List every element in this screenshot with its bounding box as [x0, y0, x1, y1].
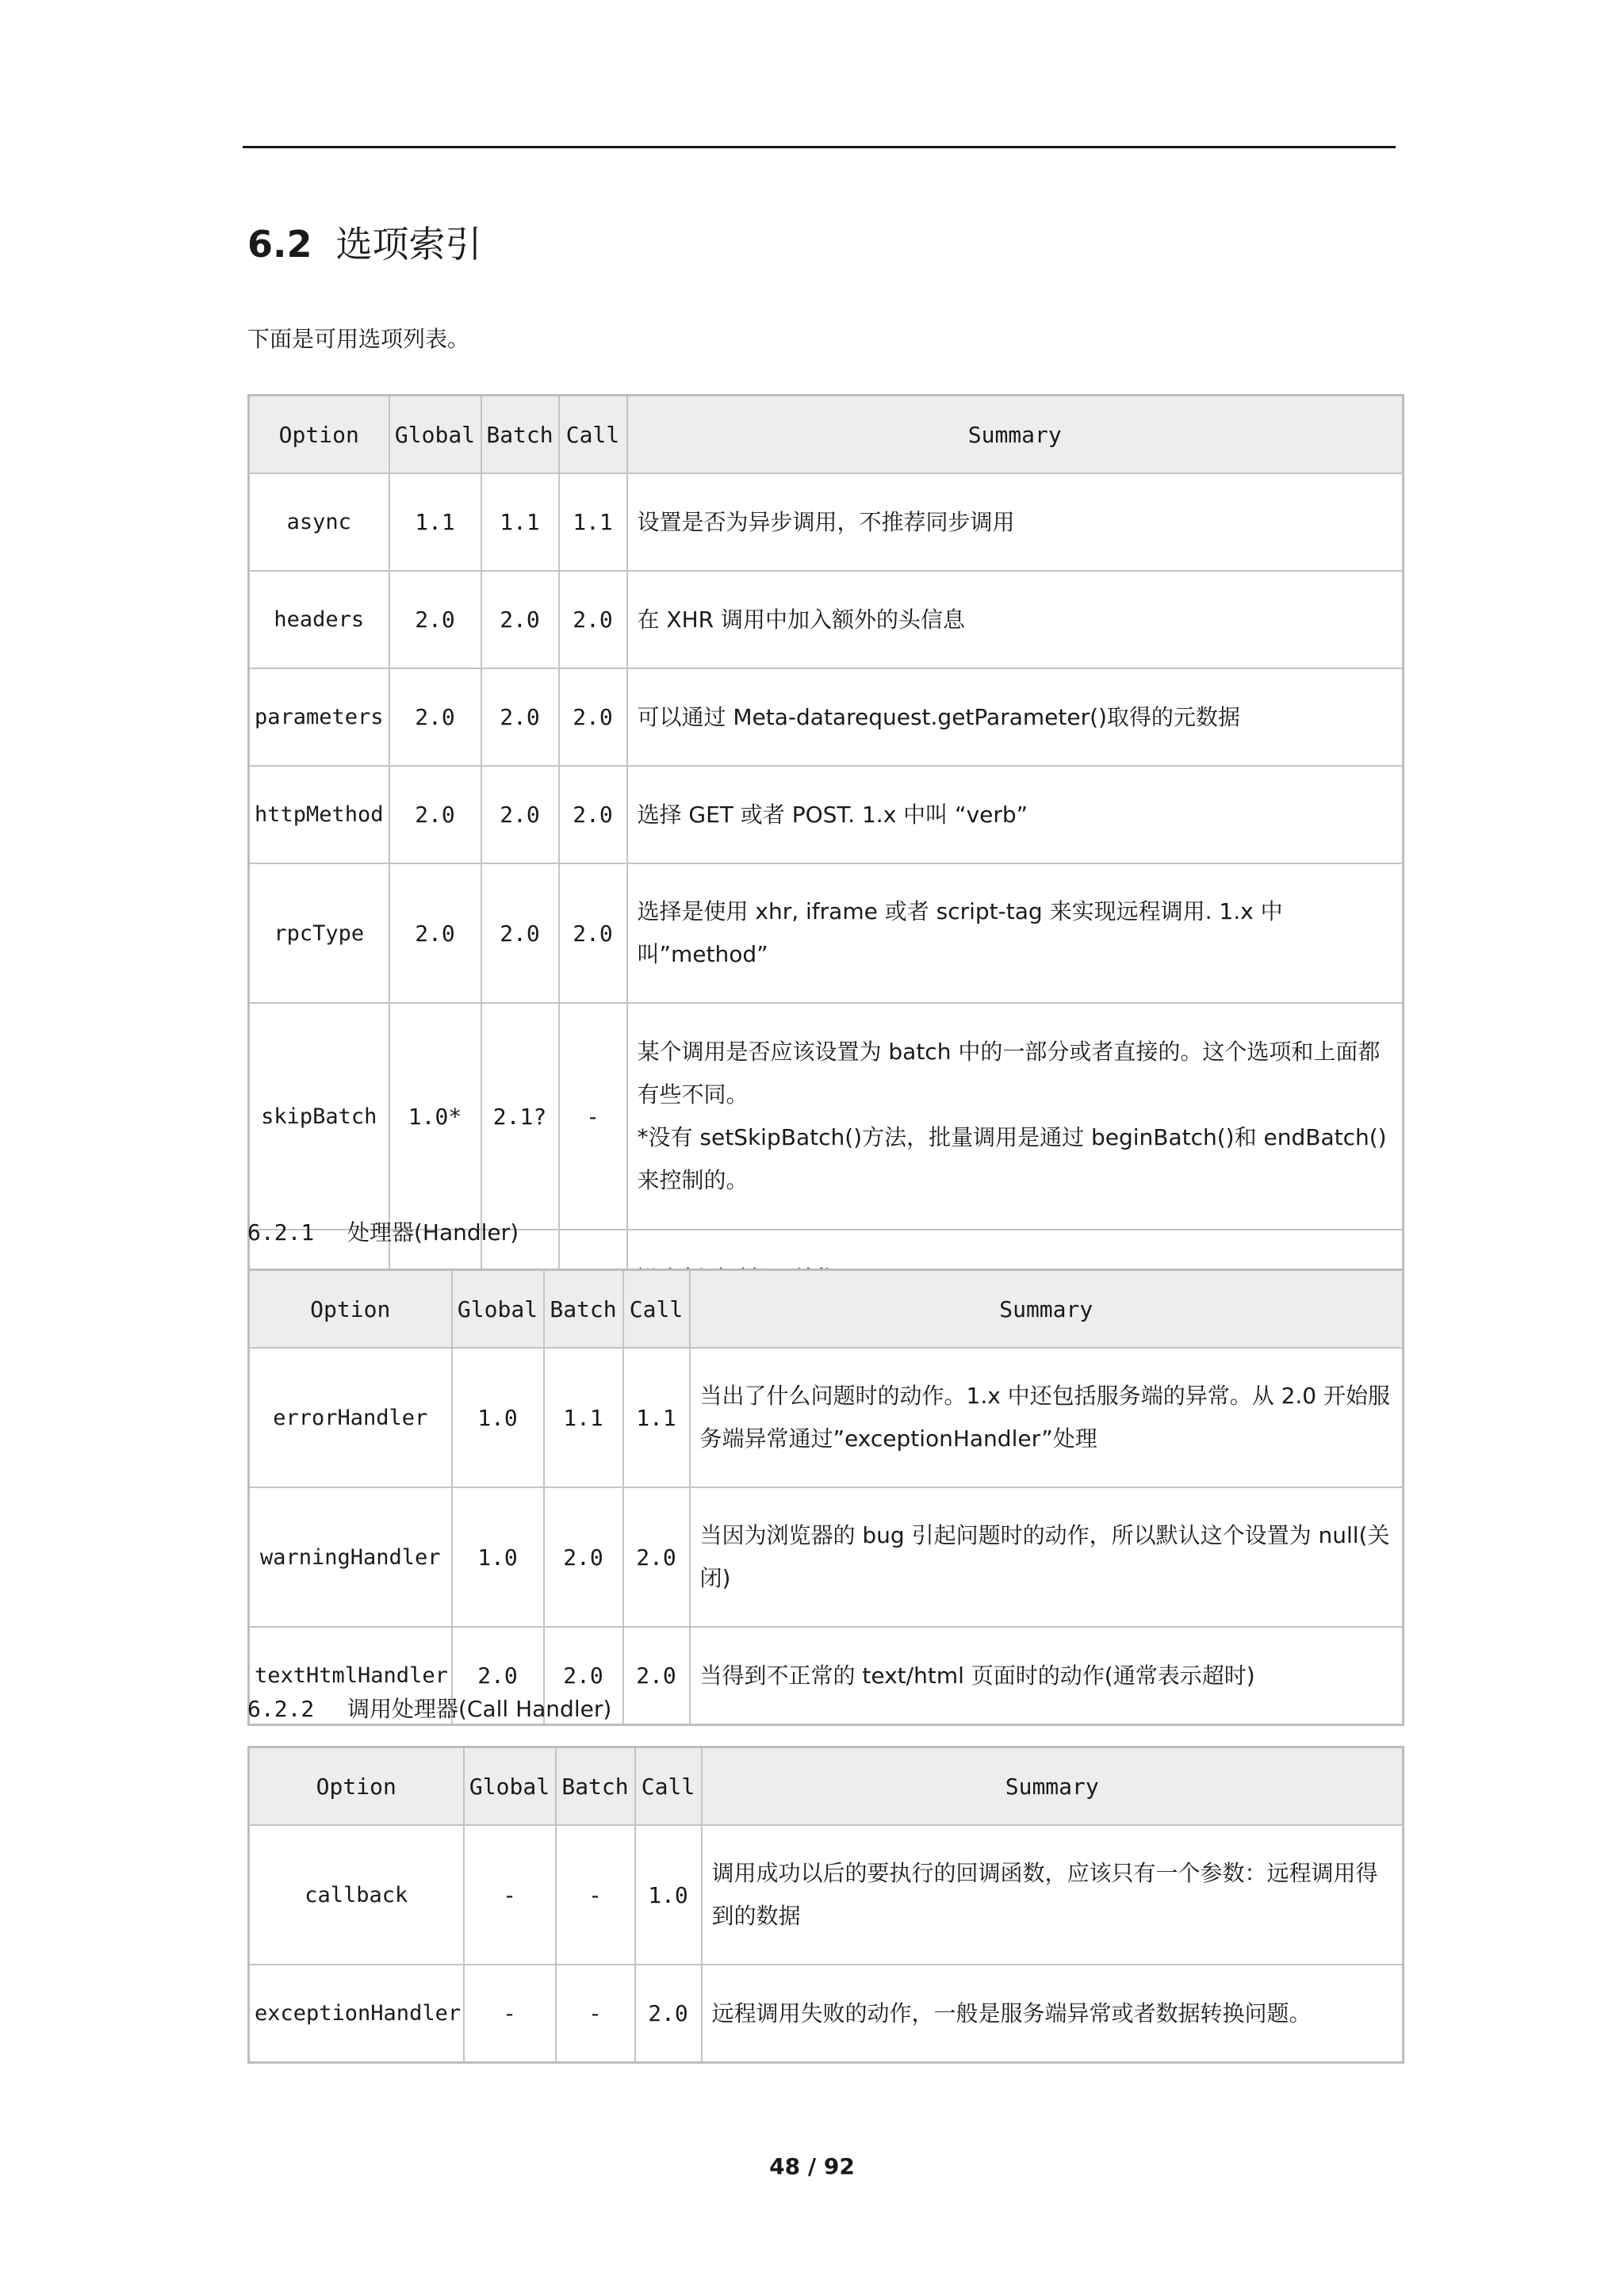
- global-version: 1.0: [452, 1348, 544, 1487]
- global-version: 2.0: [389, 766, 481, 863]
- call-version: 1.1: [559, 473, 627, 571]
- table-row: [249, 1965, 1404, 2063]
- option-summary: 当因为浏览器的 bug 引起问题时的动作，所以默认这个设置为 null(关闭): [690, 1487, 1404, 1627]
- intro-paragraph: 下面是可用选项列表。: [247, 326, 470, 352]
- options-table: [247, 394, 1404, 1329]
- option-name: warningHandler: [249, 1487, 452, 1627]
- header-call: Call: [559, 396, 627, 474]
- header-batch: Batch: [481, 396, 559, 474]
- header-rule: [243, 146, 1396, 148]
- call-version: 2.0: [559, 668, 627, 766]
- call-version: 2.0: [635, 1965, 702, 2063]
- header-global: Global: [464, 1747, 556, 1826]
- call-version: 1.0: [635, 1825, 702, 1965]
- option-summary: 调用成功以后的要执行的回调函数，应该只有一个参数：远程调用得到的数据: [702, 1825, 1404, 1965]
- global-version: 1.0: [452, 1487, 544, 1627]
- option-summary: 可以通过 Meta-datarequest.getParameter()取得的元数据: [627, 668, 1404, 766]
- header-summary: Summary: [627, 396, 1404, 474]
- option-name: exceptionHandler: [249, 1965, 464, 2063]
- call-version: 2.0: [559, 571, 627, 668]
- option-name: textHtmlHandler: [249, 1627, 452, 1725]
- option-name: async: [249, 473, 389, 571]
- header-call: Call: [623, 1270, 690, 1349]
- option-summary: 当得到不正常的 text/html 页面时的动作(通常表示超时): [690, 1627, 1404, 1725]
- option-name: callback: [249, 1825, 464, 1965]
- global-version: -: [464, 1825, 556, 1965]
- option-name: skipBatch: [249, 1003, 389, 1230]
- global-version: 2.0: [452, 1627, 544, 1725]
- batch-version: 1.1: [544, 1348, 623, 1487]
- global-version: 2.0: [389, 571, 481, 668]
- batch-version: -: [556, 1965, 635, 2063]
- table-header-row: [249, 1747, 1404, 1826]
- handler-table: [247, 1269, 1404, 1726]
- header-option: Option: [249, 1270, 452, 1349]
- section-number: 6.2: [247, 223, 312, 266]
- batch-version: 2.0: [481, 571, 559, 668]
- batch-version: 1.1: [481, 473, 559, 571]
- batch-version: 2.0: [481, 668, 559, 766]
- call-handler-table: [247, 1746, 1404, 2064]
- table-row: [249, 766, 1404, 863]
- option-summary: 当出了什么问题时的动作。1.x 中还包括服务端的异常。从 2.0 开始服务端异常通过”exceptionHandler”处理: [690, 1348, 1404, 1487]
- subsection-number: 6.2.1: [247, 1219, 315, 1246]
- option-summary: 某个调用是否应该设置为 batch 中的一部分或者直接的。这个选项和上面都有些不同。: [637, 1039, 1381, 1108]
- table-row: [249, 1348, 1404, 1487]
- batch-version: 2.1?: [481, 1003, 559, 1230]
- call-version: 2.0: [623, 1487, 690, 1627]
- option-name: headers: [249, 571, 389, 668]
- table-row: [249, 863, 1404, 1003]
- table-row: [249, 473, 1404, 571]
- batch-version: 2.0: [481, 863, 559, 1003]
- header-batch: Batch: [544, 1270, 623, 1349]
- call-version: -: [559, 1003, 627, 1230]
- table-header-row: [249, 396, 1404, 474]
- subsection-number: 6.2.2: [247, 1696, 315, 1722]
- global-version: 2.0: [389, 668, 481, 766]
- option-summary: 远程调用失败的动作，一般是服务端异常或者数据转换问题。: [702, 1965, 1404, 2063]
- option-name: httpMethod: [249, 766, 389, 863]
- section-title: 选项索引: [335, 223, 482, 266]
- subsection-title: 调用处理器(Call Handler): [347, 1696, 612, 1722]
- header-global: Global: [452, 1270, 544, 1349]
- table-row: [249, 571, 1404, 668]
- batch-version: 2.0: [544, 1627, 623, 1725]
- global-version: 1.0*: [389, 1003, 481, 1230]
- batch-version: -: [556, 1825, 635, 1965]
- call-version: 2.0: [559, 863, 627, 1003]
- table-row: [249, 1003, 1404, 1230]
- section-heading: [247, 212, 482, 276]
- option-name: rpcType: [249, 863, 389, 1003]
- batch-version: 2.0: [544, 1487, 623, 1627]
- call-version: 2.0: [623, 1627, 690, 1725]
- option-summary-note: *没有 setSkipBatch()方法，批量调用是通过 beginBatch()和 endBatch()来控制的。: [637, 1124, 1387, 1193]
- option-summary: 设置是否为异步调用，不推荐同步调用: [627, 473, 1404, 571]
- option-name: parameters: [249, 668, 389, 766]
- table-row: [249, 668, 1404, 766]
- page-number: 48 / 92: [769, 2153, 855, 2179]
- header-option: Option: [249, 396, 389, 474]
- option-summary: 在 XHR 调用中加入额外的头信息: [627, 571, 1404, 668]
- option-summary-cell: [627, 1003, 1404, 1230]
- header-summary: Summary: [702, 1747, 1404, 1826]
- global-version: 1.1: [389, 473, 481, 571]
- header-batch: Batch: [556, 1747, 635, 1826]
- table-row: [249, 1487, 1404, 1627]
- subsection-title: 处理器(Handler): [347, 1219, 519, 1246]
- table-header-row: [249, 1270, 1404, 1349]
- header-option: Option: [249, 1747, 464, 1826]
- call-version: 1.1: [623, 1348, 690, 1487]
- header-global: Global: [389, 396, 481, 474]
- table-row: [249, 1825, 1404, 1965]
- global-version: -: [464, 1965, 556, 2063]
- subsection-heading-handler: [247, 1213, 519, 1253]
- option-summary: 选择 GET 或者 POST. 1.x 中叫 “verb”: [627, 766, 1404, 863]
- option-name: errorHandler: [249, 1348, 452, 1487]
- global-version: 2.0: [389, 863, 481, 1003]
- batch-version: 2.0: [481, 766, 559, 863]
- subsection-heading-call-handler: [247, 1689, 611, 1729]
- option-summary: 选择是使用 xhr, iframe 或者 script-tag 来实现远程调用. 1.x 中叫”method”: [627, 863, 1404, 1003]
- header-call: Call: [635, 1747, 702, 1826]
- call-version: 2.0: [559, 766, 627, 863]
- header-summary: Summary: [690, 1270, 1404, 1349]
